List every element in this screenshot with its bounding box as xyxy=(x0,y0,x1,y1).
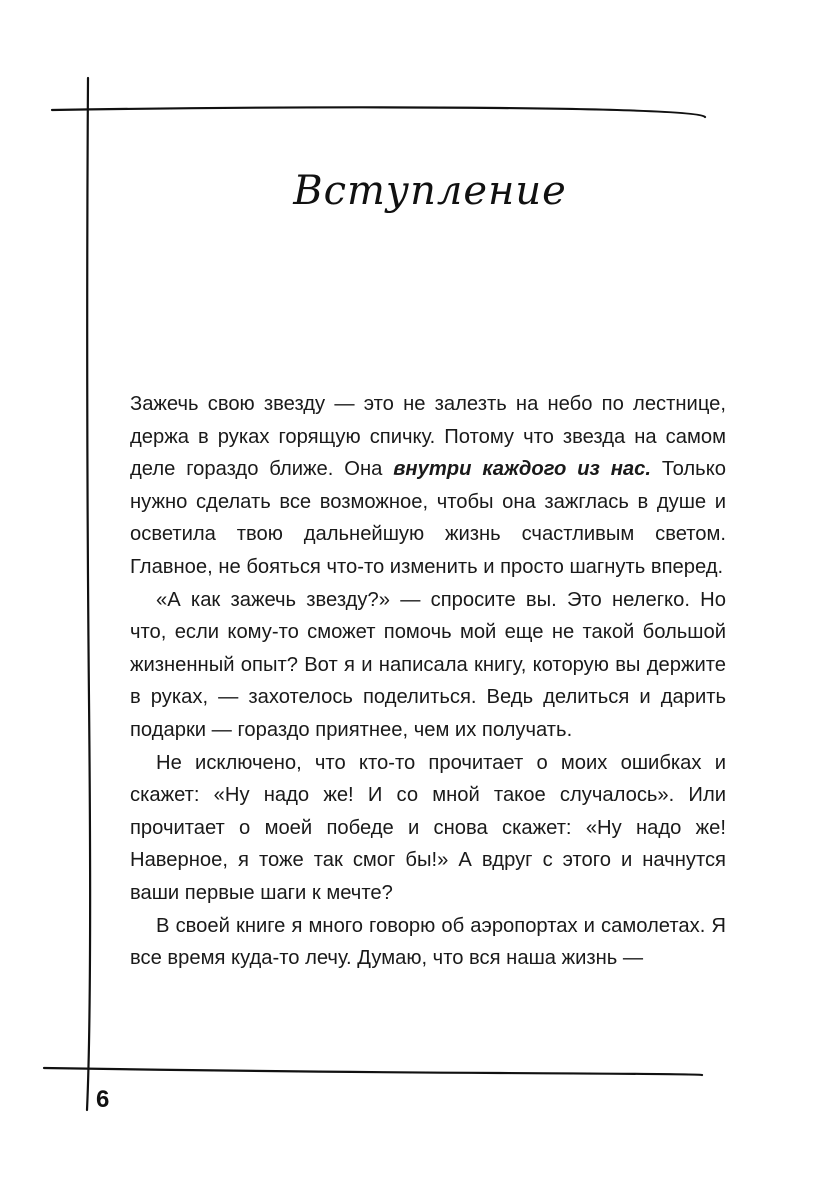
paragraph xyxy=(130,388,726,584)
paragraph-text: Зажечь свою звезду — это не залезть на небо по лестнице, держа в руках горящую спичку. Потому что звезда на самом деле гораздо ближе. Она xyxy=(130,393,726,481)
emphasized-text: внутри каждого из нас. xyxy=(393,458,651,481)
paragraph: Не исключено, что кто-то прочитает о моих ошибках и скажет: «Ну надо же! И со мной такое случалось». Или прочитает о моей победе и снова скажет: «Ну надо же! Наверное, я тоже так смог бы!» А вдруг с этого и начнутся ваши первые шаги к мечте? xyxy=(130,751,726,904)
paragraph: «А как зажечь звезду?» — спросите вы. Это нелегко. Но что, если кому-то сможет помочь мой еще не такой большой жизненный опыт? Вот я и написала книгу, которую вы держите в руках, — захотелось поделиться. Ведь делиться и дарить подарки — гораздо приятнее, чем их получать. xyxy=(130,588,726,741)
chapter-body xyxy=(130,388,726,975)
frame-bottom-line xyxy=(44,1068,702,1075)
paragraph-text: Только нужно сделать все возможное, чтобы она зажглась в душе и осветила твою дальнейшую жизнь счастливым светом. Главное, не бояться что-то изменить и просто шагнуть вперед. xyxy=(130,458,726,578)
frame-left-line xyxy=(87,78,90,1110)
chapter-title: Вступление xyxy=(293,168,567,214)
page-number: 6 xyxy=(96,1086,110,1113)
paragraph: В своей книге я много говорю об аэропортах и самолетах. Я все время куда-то лечу. Думаю, что вся наша жизнь — xyxy=(130,914,726,970)
frame-top-line xyxy=(52,107,705,117)
